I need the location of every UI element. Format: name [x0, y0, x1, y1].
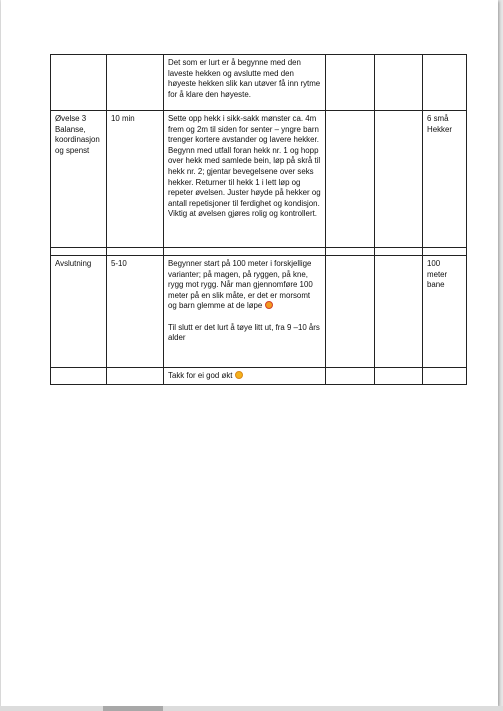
scrollbar-thumb[interactable] [103, 706, 163, 711]
table-row [51, 111, 467, 248]
description-text: Begynner start på 100 meter i forskjellige varianter; på magen, på ryggen, på kne, rygg mot rygg. Når man gjennomføre 100 meter på en slik måte, er det er morsomt og barn glemme at de løpe [168, 259, 313, 311]
empty-cell [51, 248, 107, 256]
description-cell [164, 55, 326, 111]
equipment-cell: 100 meter bane [423, 256, 467, 368]
description-cell [164, 111, 326, 248]
duration-cell: 10 min [107, 111, 164, 248]
description-paragraph: Det som er lurt er å begynne med den laveste hekken og avslutte med den høyeste hekken slik kan utøver få inn rytme for å klare den høyeste. [168, 58, 321, 99]
empty-cell [375, 368, 423, 385]
training-plan-table [50, 54, 467, 385]
description-paragraph [168, 259, 321, 312]
horizontal-scrollbar[interactable] [0, 706, 503, 711]
document-page [1, 0, 498, 706]
empty-cell [164, 248, 326, 256]
equipment-cell: 6 små Hekker [423, 111, 467, 248]
description-paragraph: Til slutt er det lurt å tøye litt ut, fra 9 –10 års alder [168, 322, 320, 343]
activity-cell: Øvelse 3 Balanse, koordinasjon og spenst [51, 111, 107, 248]
empty-cell [107, 368, 164, 385]
description-cell [164, 256, 326, 368]
empty-cell [326, 256, 375, 368]
table-row [51, 55, 467, 111]
closing-text: Takk for ei god økt [168, 371, 233, 380]
description-paragraph: Begynn med utfall foran hekk nr. 1 og hopp over hekk med samlede bein, løp på skrå til hekk nr. 2; gjentar bevegelsene over seks hekker. Returner til hekk 1 i lett løp og repeter øvelsen. Juster høyde på hekker og antall repetisjoner til ferdighet og kondisjon. Viktig at øvelsen gjøres rolig og kontrollert. [168, 145, 321, 219]
activity-cell [51, 55, 107, 111]
empty-cell [51, 368, 107, 385]
table-row [51, 368, 467, 385]
empty-cell [375, 111, 423, 248]
equipment-cell [423, 55, 467, 111]
smiley-emoji-icon [235, 371, 243, 379]
empty-cell [107, 248, 164, 256]
description-paragraph: Sette opp hekk i sikk-sakk mønster ca. 4m frem og 2m til siden for senter – yngre barn trenger kortere avstander og lavere hekker. [168, 114, 319, 145]
empty-cell [326, 111, 375, 248]
empty-cell [423, 248, 467, 256]
laughing-emoji-icon [265, 301, 273, 309]
duration-cell: 5-10 [107, 256, 164, 368]
empty-cell [326, 248, 375, 256]
table-row [51, 248, 467, 256]
activity-cell: Avslutning [51, 256, 107, 368]
empty-cell [326, 368, 375, 385]
empty-cell [375, 55, 423, 111]
closing-cell [164, 368, 326, 385]
empty-cell [375, 256, 423, 368]
duration-cell [107, 55, 164, 111]
table-row [51, 256, 467, 368]
empty-cell [326, 55, 375, 111]
empty-cell [375, 248, 423, 256]
empty-cell [423, 368, 467, 385]
